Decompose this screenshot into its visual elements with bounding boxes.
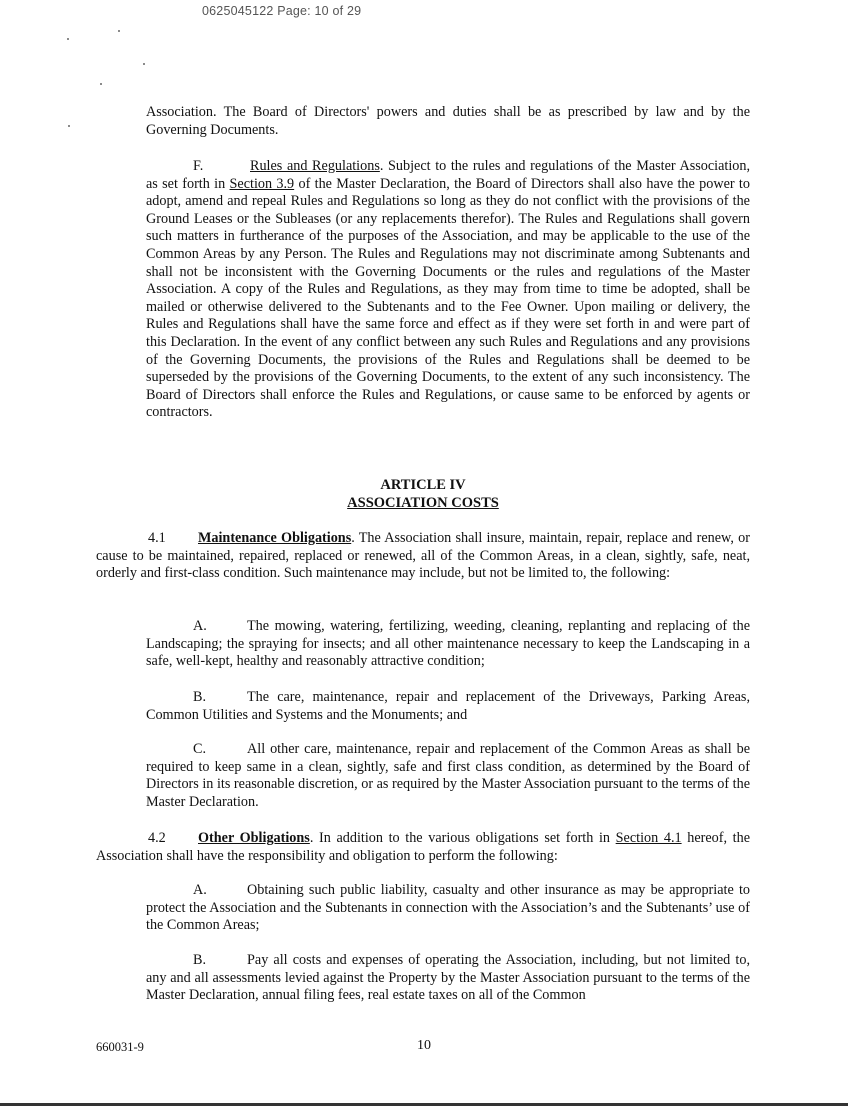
article-number: ARTICLE IV [380,477,466,493]
section-reference: Section 3.9 [229,175,295,192]
association-paragraph [146,104,750,139]
item-label: B. [193,689,207,705]
item-label: A. [193,882,207,898]
scan-speck [100,83,102,85]
item-label: C. [193,741,207,757]
document-number: 660031-9 [96,1040,144,1054]
recording-stamp: 0625045122 Page: 10 of 29 [202,4,362,18]
scan-speck [143,63,145,65]
section-title: Maintenance Obligations [198,530,352,546]
rules-regulations-paragraph: F. Rules and Regulations. Subject to the rules and regulations of the Master Association, as set forth in Section 3.9 of the Master Declaration, the Board of Directors shall also have the power to adopt, amend and repeal Rules and Regulations so long as they do not conflict with the provisions of the Ground Leases or the Subleases (or any replacements therefor). The Rules and Regulations shall govern such matters in furtherance of the purposes of the Association, and may be applicable to the use of the Common Areas by any Person. The Rules and Regulations may not discriminate among Subtenants and shall not be inconsistent with the Governing Documents or the rules and regulations of the Master Association. A copy of the Rules and Regulations, as they may from time to time be adopted, shall be mailed or otherwise delivered to the Subtenants and to the Fee Owner. Upon mailing or delivery, the Rules and Regulations shall have the same force and effect as if they were set forth in and were part of this Declaration. In the event of any conflict between any such Rules and Regulations and any provisions of the Governing Documents, the provisions of the Rules and Regulations shall be deemed to be superseded by the provisions of the Governing Documents, to the extent of any such inconsistency. The Board of Directors shall enforce the Rules and Regulations, or cause same to be enforced by agents or contractors. [146,158,750,421]
list-item: C. All other care, maintenance, repair and replacement of the Common Areas as shall be required to keep same in a clean, sightly, safe and first class condition, as determined by the Board of Directors in its reasonable discretion, or as required by the Master Association pursuant to the terms of the Master Declaration. [146,741,750,810]
scan-speck [118,30,120,32]
scan-speck [68,125,70,127]
item-label: F. [193,158,204,174]
section-4-1-paragraph: 4.1 Maintenance Obligations. The Association shall insure, maintain, repair, replace and renew, or cause to be maintained, repaired, replaced or renewed, all of the Common Areas, in a clean, sightly, safe, neat, orderly and first-class condition. Such maintenance may include, but not be limited to, the following: [96,530,750,582]
section-number: 4.2 [148,830,166,846]
section-reference: Section 4.1 [615,830,682,846]
item-label: A. [193,618,207,634]
list-item: B. The care, maintenance, repair and replacement of the Driveways, Parking Areas, Common Utilities and Systems and the Monuments; and [146,689,750,723]
association-text: Association. The Board of Directors' powers and duties shall be as prescribed by law and by the Governing Documents. [146,104,750,138]
item-label: B. [193,952,207,968]
list-item: A. The mowing, watering, fertilizing, weeding, cleaning, replanting and replacing of the Landscaping; the spraying for insects; and all other maintenance necessary to keep the Landscaping in a safe, well-kept, healthy and reasonably attractive condition; [146,618,750,670]
section-number: 4.1 [148,530,166,546]
section-title: Other Obligations [198,830,310,846]
list-item: A. Obtaining such public liability, casualty and other insurance as may be appropriate to protect the Association and the Subtenants in connection with the Association’s and the Subtenants’ use of the Common Areas; [146,882,750,934]
scan-speck [67,38,69,40]
article-title: ASSOCIATION COSTS [347,495,499,511]
list-item: B. Pay all costs and expenses of operating the Association, including, but not limited to, any and all assessments levied against the Property by the Master Association pursuant to the terms of the Master Declaration, annual filing fees, real estate taxes on all of the Common [146,952,750,1004]
page-number: 10 [417,1038,431,1053]
rules-regulations-title: Rules and Regulations [250,158,380,174]
section-4-2-paragraph: 4.2 Other Obligations. In addition to the various obligations set forth in Section 4.1 hereof, the Association shall have the responsibility and obligation to perform the following: [96,830,750,864]
page-bottom-edge [0,1103,848,1106]
